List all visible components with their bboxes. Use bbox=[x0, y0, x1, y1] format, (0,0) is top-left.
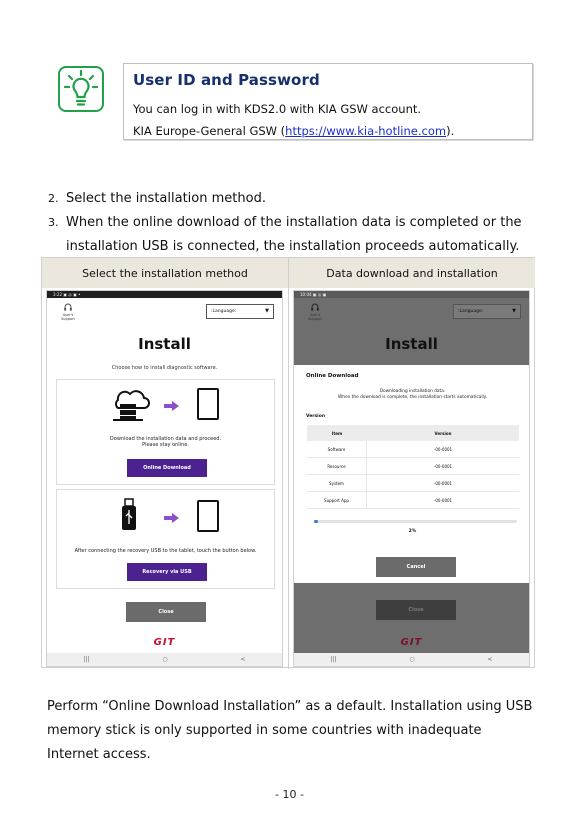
install-title: Install bbox=[385, 335, 438, 353]
git-logo: GIT bbox=[400, 637, 423, 648]
cell-version: -00-0001 bbox=[433, 480, 453, 486]
tip-line-2 bbox=[133, 120, 523, 142]
cell-item: Software bbox=[307, 441, 367, 457]
dialog-note-2: When the download is complete, the installation starts automatically. bbox=[337, 395, 488, 400]
online-text-1: Download the installation data and proceed. bbox=[109, 436, 222, 442]
header-item: Item bbox=[331, 430, 343, 436]
language-select[interactable] bbox=[206, 304, 274, 319]
table-header-right: Data download and installation bbox=[289, 258, 535, 288]
usb-stick-icon bbox=[120, 498, 138, 532]
data-download-screenshot bbox=[293, 290, 530, 667]
progress-percent: 2% bbox=[408, 529, 417, 534]
cancel-button[interactable]: Cancel bbox=[376, 557, 456, 577]
back-icon[interactable]: < bbox=[240, 656, 246, 663]
online-text-2: Please stay online. bbox=[142, 442, 189, 448]
dropdown-caret-icon: ▼ bbox=[512, 308, 516, 314]
step-number: 3. bbox=[48, 216, 59, 229]
cloud-server-icon bbox=[110, 386, 150, 424]
lightbulb-icon bbox=[58, 66, 104, 112]
dialog-note-1: Downloading installation data. bbox=[379, 389, 446, 394]
arrow-shaft bbox=[164, 404, 172, 408]
status-bar: 3:22 ▣ ◎ ▣ • bbox=[47, 291, 282, 298]
android-nav-bar bbox=[294, 653, 529, 666]
table-row bbox=[307, 441, 519, 458]
online-download-dialog bbox=[299, 365, 526, 583]
recovery-usb-button[interactable]: Recovery via USB bbox=[127, 563, 207, 581]
cell-version: -00-0001 bbox=[433, 463, 453, 469]
online-download-button[interactable]: Online Download bbox=[127, 459, 207, 477]
page-number: - 10 - bbox=[275, 788, 304, 801]
version-label: Version bbox=[306, 414, 326, 419]
language-select[interactable] bbox=[453, 304, 521, 319]
usb-text: After connecting the recovery USB to the tablet, touch the button below. bbox=[74, 548, 257, 554]
dropdown-caret-icon: ▼ bbox=[265, 308, 269, 314]
tablet-icon bbox=[197, 388, 219, 420]
close-button[interactable]: Close bbox=[126, 602, 206, 622]
install-method-screenshot bbox=[46, 290, 283, 667]
tip-title: User ID and Password bbox=[133, 71, 320, 89]
table-divider bbox=[288, 258, 289, 669]
recent-apps-icon[interactable]: ||| bbox=[330, 656, 337, 663]
version-table-header bbox=[307, 425, 519, 441]
headset-icon bbox=[63, 303, 73, 312]
step-text: When the online download of the installation data is completed or the installation USB is connected, the installation proceeds automatically. bbox=[66, 215, 522, 254]
tablet-icon bbox=[197, 500, 219, 532]
language-label: :Language: bbox=[211, 309, 237, 314]
install-table bbox=[41, 257, 535, 668]
headset-icon bbox=[310, 303, 320, 312]
usb-recovery-card bbox=[56, 489, 275, 589]
online-download-card bbox=[56, 379, 275, 485]
tip-line-1: You can log in with KDS2.0 with KIA GSW account. bbox=[133, 102, 422, 116]
install-title: Install bbox=[138, 335, 191, 353]
users-support-button[interactable] bbox=[303, 303, 327, 321]
step-item bbox=[48, 211, 533, 259]
tip-box bbox=[123, 63, 533, 140]
header-version: Version bbox=[434, 430, 452, 436]
step-item bbox=[48, 187, 533, 211]
cell-item: System bbox=[307, 475, 367, 491]
step-text: Select the installation method. bbox=[66, 191, 266, 206]
table-row bbox=[307, 492, 519, 509]
cell-version: -00-0001 bbox=[433, 446, 453, 452]
arrow-right-icon bbox=[172, 401, 179, 411]
close-button[interactable]: Close bbox=[376, 600, 456, 620]
users-support-label: User's Support bbox=[308, 313, 322, 321]
table-row bbox=[307, 475, 519, 492]
home-icon[interactable]: ○ bbox=[409, 656, 415, 663]
recent-apps-icon[interactable]: ||| bbox=[83, 656, 90, 663]
back-icon[interactable]: < bbox=[487, 656, 493, 663]
table-header-left: Select the installation method bbox=[42, 258, 288, 288]
version-table bbox=[307, 425, 519, 509]
arrow-shaft bbox=[164, 516, 172, 520]
tip-line-2-prefix: KIA Europe-General GSW ( bbox=[133, 124, 286, 138]
step-number: 2. bbox=[48, 192, 59, 205]
users-support-button[interactable] bbox=[56, 303, 80, 321]
download-progress-bar bbox=[314, 520, 517, 523]
install-subtitle: Choose how to install diagnostic software. bbox=[111, 365, 218, 371]
home-icon[interactable]: ○ bbox=[162, 656, 168, 663]
users-support-label: User's Support bbox=[61, 313, 75, 321]
android-nav-bar bbox=[47, 653, 282, 666]
arrow-right-icon bbox=[172, 513, 179, 523]
language-label: :Language: bbox=[458, 309, 484, 314]
cell-version: -00-0001 bbox=[433, 497, 453, 503]
git-logo: GIT bbox=[153, 637, 176, 648]
cell-item: Support App bbox=[307, 492, 367, 508]
dialog-title: Online Download bbox=[306, 373, 359, 379]
cell-item: Resource bbox=[307, 458, 367, 474]
progress-fill bbox=[314, 520, 318, 523]
table-row bbox=[307, 458, 519, 475]
tip-line-2-suffix: ). bbox=[446, 124, 455, 138]
steps-list bbox=[48, 187, 533, 259]
status-bar: 10:04 ▣ ◎ ▣ bbox=[294, 291, 529, 298]
default-install-note: Perform “Online Download Installation” as a default. Installation using USB memory stick is only supported in some countries with inadequate Internet access. bbox=[47, 699, 533, 762]
hotline-link[interactable]: https://www.kia-hotline.com bbox=[285, 124, 447, 138]
